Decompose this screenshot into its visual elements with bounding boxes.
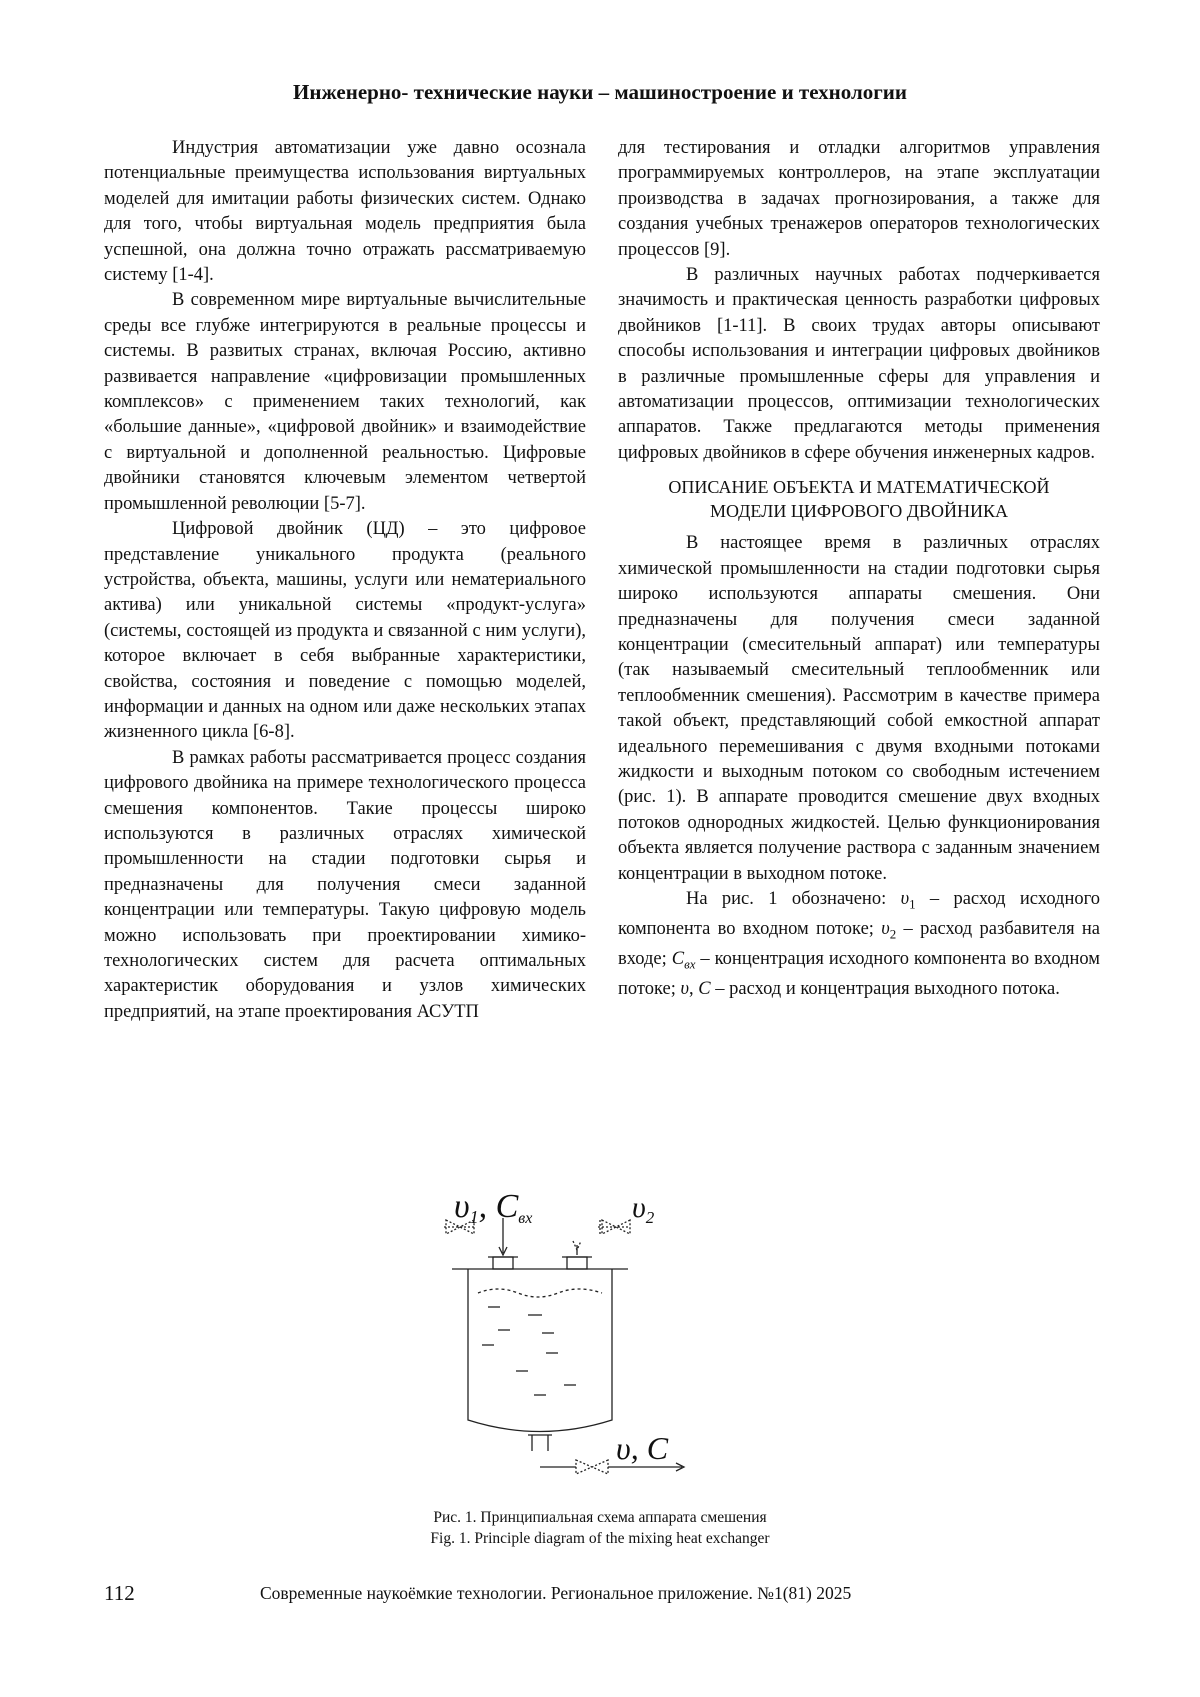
paragraph: В различных научных работах подчеркивается значимость и практическая ценность разработки цифровых двойников [1-11]. В своих трудах авторы описывают способы использования и интеграции цифровых двойников в различные промышленные сферы для управления и автоматизации процессов, оптимизации технологических аппаратов. Также предлагаются методы применения цифровых двойников в сфере обучения инженерных кадров. [618,265,1100,463]
inlet2-nozzle [562,1241,592,1269]
figure-caption-en: Fig. 1. Principle diagram of the mixing heat exchanger [430,1530,770,1547]
vessel-body [468,1269,612,1432]
paragraph-continuation: для тестирования и отладки алгоритмов управления программируемых контроллеров, на этапе эксплуатации производства в задачах прогнозирования, а также для создания учебных тренажеров операторов технологических процессов [9]. [618,138,1100,260]
inlet1-nozzle [488,1218,518,1269]
mixing-apparatus-diagram [430,1175,770,1505]
paragraph: В современном мире виртуальные вычислительные среды все глубже интегрируются в реальные процессы и системы. В развитых странах, включая Россию, активно развивается направление «цифровизации промышленных комплексов» с применением таких технологий, как «большие данные», «цифровой двойник» и взаимодействие с виртуальной и дополненной реальностью. Цифровые двойники становятся ключевым элементом четвертой промышленной революции [5-7]. [104,290,586,514]
outlet-label: υ, C [616,1430,669,1466]
page-number: 112 [104,1581,135,1605]
journal-footer: Современные наукоёмкие технологии. Региональное приложение. №1(81) 2025 [260,1583,852,1603]
section-heading-line: МОДЕЛИ ЦИФРОВОГО ДВОЙНИКА [709,501,1009,522]
inlet2-label: $\upsilon_2$ [632,1191,655,1227]
left-column [104,136,586,1025]
paragraph: В рамках работы рассматривается процесс создания цифрового двойника на примере технологического процесса смешения компонентов. Такие процессы широко используются в различных отраслях химической промышленности на стадии подготовки сырья и предназначены для получения смеси заданной концентрации или температуры. Такую цифровую модель можно использовать при проектировании химико-технологических систем для расчета оптимальных характеристик оборудования и узлов химических предприятий, на этапе проектирования АСУТП [104,747,586,1022]
figure-caption-ru: Рис. 1. Принципиальная схема аппарата смешения [433,1509,767,1526]
running-header: Инженерно- технические науки – машиностроение и технологии [293,80,907,104]
paragraph: В настоящее время в различных отраслях химической промышленности на стадии подготовки сырья широко используются аппараты смешения. Они предназначены для получения смеси заданной концентрации (смесительный аппарат) или температуры (так называемый смесительный теплообменник или теплообменник смешения). Рассмотрим в качестве примера такой объект, представляющий собой емкостной аппарат идеального перемешивания с двумя входными потоками жидкости и выходным потоком со свободным истечением (рис. 1). В аппарате проводится смешение двух входных потоков однородных жидкостей. Целью функционирования объекта является получение раствора с заданным значением концентрации в выходном потоке. [618,533,1100,884]
liquid-surface [478,1289,602,1297]
paragraph: Индустрия автоматизации уже давно осознала потенциальные преимущества использования виртуальных моделей для имитации работы физических систем. Однако для того, чтобы виртуальная модель предприятия была успешной, она должна точно отражать рассматриваемую систему [1-4]. [104,138,586,286]
outlet-nozzle [528,1435,552,1451]
liquid-marks [482,1307,576,1395]
inlet1-label: υ1, Cвх [454,1188,533,1227]
section-heading-line: ОПИСАНИЕ ОБЪЕКТА И МАТЕМАТИЧЕСКОЙ [668,477,1050,498]
notation-paragraph: На рис. 1 обозначено: $\upsilon_1$ – расход исходного компонента во входном потоке; $\upsilon_2$ – расход разбавителя на входе; $C_{вх}$ – концентрация исходного компонента во входном потоке; υ, C – расход и концентрация выходного потока. [618,888,1100,1000]
section-heading [618,475,1100,523]
paragraph: Цифровой двойник (ЦД) – это цифровое представление уникального продукта (реального устройства, объекта, машины, услуги или нематериального актива) или уникальной системы «продукт-услуга» (системы, состоящей из продукта и связанной с ним услуги), которое включает в себя выбранные характеристики, свойства, состояния и поведение с помощью моделей, информации и данных на одном или даже нескольких этапах жизненного цикла [6-8]. [104,519,586,743]
mixing-apparatus-figure [430,1175,770,1505]
inlet2-valve-icon [598,1220,630,1234]
right-column [618,136,1100,1003]
